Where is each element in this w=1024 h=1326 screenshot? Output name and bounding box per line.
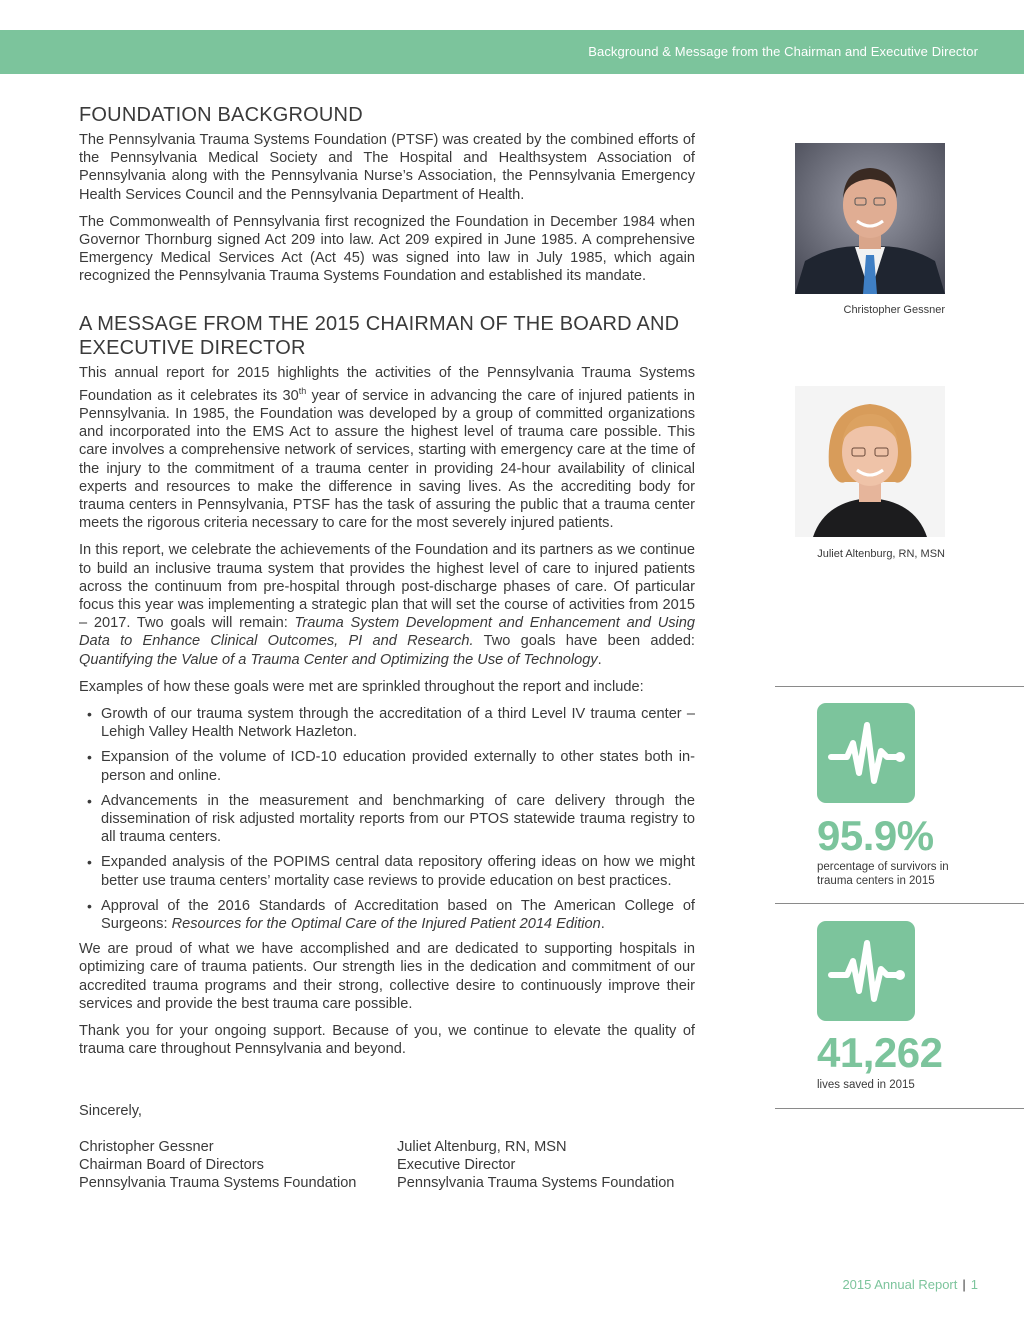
list-item — [79, 748, 695, 784]
main-column — [79, 103, 695, 1058]
standards-title: Resources for the Optimal Care of the Injured Patient 2014 Edition — [171, 915, 601, 932]
signature-org: Pennsylvania Trauma Systems Foundation — [397, 1175, 675, 1192]
foundation-paragraph: The Commonwealth of Pennsylvania first recognized the Foundation in December 1984 when Governor Thornburg signed Act 209 into law. Act 209 expired in June 1985. A comprehensive Emergency Medical Services Act (Act 45) was signed into law in July 1985, which again recognized the Pennsylvania Trauma Systems Foundation and established its mandate. — [79, 213, 695, 285]
sidebar-divider — [775, 903, 1024, 904]
footer-report-title: 2015 Annual Report — [842, 1277, 958, 1292]
closing: Sincerely, — [79, 1103, 142, 1119]
bullet-dot: • — [87, 854, 92, 871]
goals-added: Quantifying the Value of a Trauma Center and Optimizing the Use of Technology — [79, 651, 598, 668]
signature-title: Executive Director — [397, 1157, 516, 1174]
sidebar-divider — [775, 686, 1024, 687]
message-paragraph — [79, 364, 695, 533]
lives-saved-value: 41,262 — [817, 1029, 943, 1076]
lives-saved-label: lives saved in 2015 — [817, 1079, 915, 1091]
heartbeat-icon — [817, 703, 915, 803]
message-p1-start: This annual report for 2015 highlights the activities of the Pennsylvania Trauma Systems Foundation as it celebrates its 30 — [79, 364, 695, 404]
list-item — [79, 897, 695, 933]
bullet-dot: • — [87, 749, 92, 766]
signature-title: Chairman Board of Directors — [79, 1157, 264, 1174]
page-number: 1 — [970, 1277, 978, 1292]
signature-name: Juliet Altenburg, RN, MSN — [397, 1139, 567, 1155]
list-item-text: Expanded analysis of the POPIMS central data repository offering ideas on how we might better use trauma centers’ mortality case reviews to provide education on best practices. — [101, 854, 695, 889]
message-p2-middle: Two goals have been added: — [473, 633, 695, 650]
message-p2-start: In this report, we celebrate the achievements of the Foundation and its partners as we continue to build an inclusive trauma system that provides the highest level of care to injured patients across the continuum from pre-hospital through post-discharge phases of care. Of particular focus this year was implementing a strategic plan that will set the course of activities from 2015 – 2017. Two goals will remain: — [79, 542, 695, 632]
list-item-text: Expansion of the volume of ICD-10 education provided externally to other states both in-person and online. — [101, 749, 695, 784]
heartbeat-icon — [817, 921, 915, 1021]
photo-caption: Juliet Altenburg, RN, MSN — [817, 548, 945, 560]
message-paragraph: Examples of how these goals were met are sprinkled throughout the report and include: — [79, 678, 644, 695]
sidebar-divider — [775, 1108, 1024, 1109]
signature-name: Christopher Gessner — [79, 1139, 214, 1155]
footer-separator: | — [962, 1277, 966, 1292]
list-item-text-start: Approval of the 2016 Standards of Accreditation based on The American College of Surgeons: — [101, 897, 695, 932]
executive-director-photo — [795, 386, 945, 537]
list-item — [79, 853, 695, 889]
list-item-text: Advancements in the measurement and benchmarking of care delivery through the dissemination of risk adjusted mortality reports from our PTOS statewide trauma registry to all trauma centers. — [101, 792, 695, 846]
goals-list — [79, 705, 695, 933]
list-item — [79, 792, 695, 847]
foundation-heading: FOUNDATION BACKGROUND — [79, 104, 363, 126]
message-paragraph — [79, 541, 695, 668]
survival-rate-label: percentage of survivors in trauma centers in 2015 — [817, 861, 949, 887]
bullet-dot: • — [87, 897, 92, 914]
foundation-paragraph: The Pennsylvania Trauma Systems Foundation (PTSF) was created by the combined efforts of the Pennsylvania Medical Society and The Hospital and Healthsystem Association of Pennsylvania along with the Pennsylvania Nurse’s Association, the Pennsylvania Emergency Health Services Council and the Pennsylvania Department of Health. — [79, 132, 695, 203]
ordinal-suffix: th — [298, 385, 307, 396]
signature-block — [397, 1138, 674, 1193]
signature-block — [79, 1138, 356, 1193]
bullet-dot: • — [87, 792, 92, 809]
message-p2-end: . — [597, 651, 602, 668]
goals-remaining: Trauma System Development and Enhancement and Using Data to Enhance Clinical Outcomes, PI and Research. — [79, 615, 696, 650]
header-band — [0, 30, 1024, 74]
message-paragraph: Thank you for your ongoing support. Because of you, we continue to elevate the quality of trauma care throughout Pennsylvania and beyond. — [79, 1022, 695, 1058]
bullet-dot: • — [87, 705, 92, 722]
list-item — [79, 705, 695, 741]
message-paragraph: We are proud of what we have accomplished and are dedicated to supporting hospitals in optimizing care of trauma patients. Our strength lies in the dedication and commitment of our accredited trauma programs and their strong, collective desire to continuously improve their services and provide the best trauma care possible. — [79, 941, 695, 1012]
survival-rate-value: 95.9% — [817, 812, 934, 859]
photo-caption: Christopher Gessner — [843, 304, 945, 316]
list-item-text-end: . — [600, 915, 605, 932]
signature-org: Pennsylvania Trauma Systems Foundation — [79, 1175, 357, 1192]
chairman-photo — [795, 143, 945, 294]
message-heading: A MESSAGE FROM THE 2015 CHAIRMAN OF THE BOARD AND EXECUTIVE DIRECTOR — [79, 312, 680, 359]
header-title: Background & Message from the Chairman and Executive Director — [588, 44, 978, 59]
list-item-text: Growth of our trauma system through the accreditation of a third Level IV trauma center – Lehigh Valley Health Network Hazleton. — [101, 705, 695, 741]
page-footer — [842, 1277, 978, 1292]
message-p1-end: year of service in advancing the care of injured patients in Pennsylvania. In 1985, the Foundation was developed by a group of committed organizations and incorporated into the EMS Act to assure the highest level of trauma care possible. This care involves a comprehensive network of services, starting with emergency care at the time of the injury to the commitment of a trauma center in providing 24-hour availability of clinical experts and resources to make the difference in saving lives. As the accrediting body for trauma centers in Pennsylvania, PTSF has the task of assuring the public that a trauma center meets the rigorous criteria necessary to care for the most severely injured patients. — [79, 387, 695, 532]
